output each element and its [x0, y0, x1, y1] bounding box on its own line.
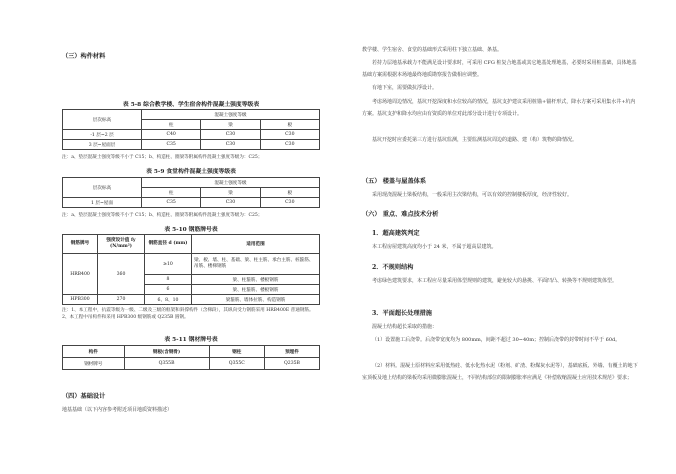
- header-cell: 钢筋牌号: [63, 235, 98, 254]
- header-cell: 梁: [201, 120, 260, 130]
- table-cell: 270: [98, 295, 145, 305]
- table-5-8: [62, 109, 320, 150]
- header-cell: 板: [260, 120, 319, 130]
- paragraph: 本工程房屋建筑高度均小于 24 米，不属于超高层建筑。: [372, 244, 497, 250]
- paragraph: 若持力层地基承载力不能满足设计要求时，可采用 CFG 桩复合地基或其它地基处理地基，必要时采用桩基础，具体地基基础方案需根据本场地最终地质勘察报告做相应调整。: [362, 60, 637, 79]
- paragraph: 教学楼、学生宿舍、食堂的基础形式采用柱下独立基础、条基。: [362, 47, 503, 53]
- table-cell: C30: [260, 140, 319, 150]
- table-5-11: [62, 345, 320, 370]
- table-cell: 1 层~屋面: [63, 198, 142, 208]
- section-title: （六） 重点、难点技术分析: [362, 211, 439, 218]
- paragraph: 有地下室，需要做抗浮设计。: [372, 85, 438, 91]
- table-cell: 钢材牌号: [63, 358, 125, 370]
- header-cell: 混凝土强度等级: [142, 110, 320, 120]
- table-note: 注：1、本工程中，抗震等级为一级、二级及三级的框架和斜撑构件（含梯段），其纵向受力钢筋采用 HRB400E 普通钢筋。2、本工程中吊构件和采用 HPB300 级钢筋或 Q235B 圆钢。: [62, 308, 314, 320]
- subsection-title: 2．不规则结构: [372, 264, 414, 271]
- paragraph: 考虑场地周边情况，基坑开挖深度和水位较高的情况，基坑支护建议采用桩锚+锚杆形式，降水方案可采用集水井+坑内方案。基坑支护和降水均应由有资质的单位对此部分设计进行专项设计。: [362, 99, 636, 118]
- header-cell: 适用范围: [192, 235, 320, 254]
- table-cell: 梁箍筋、墙体拉筋、构造钢筋: [192, 295, 320, 305]
- table-cell: HPB300: [63, 295, 98, 305]
- table-cell: HRB400: [63, 254, 98, 295]
- subsection-title: 1．超高建筑判定: [372, 230, 420, 237]
- table-cell: Q355B: [124, 358, 209, 370]
- table-cell: 梁、柱箍筋、楼板钢筋: [192, 285, 320, 295]
- table-cell: 6: [145, 285, 192, 295]
- table-cell: Q235B: [264, 358, 319, 370]
- paragraph: （1）设置施工后浇带。后浇带宽度均为 800mm，间距不超过 30~40m；控制后浇带的封带时间不早于 60d。: [372, 337, 621, 343]
- table-cell: C30: [201, 198, 260, 208]
- header-cell: 混凝土强度等级: [142, 178, 320, 188]
- paragraph: 考虑绿色建筑要求，本工程应尽量采用体型规则的建筑，避免较大的悬挑、平面凹凸、转换等不规则建筑体型。: [372, 278, 618, 284]
- table-cell: C30: [260, 198, 319, 208]
- table-cell: C35: [142, 140, 201, 150]
- table-caption: 表 5-11 钢材牌号表: [164, 337, 218, 343]
- table-cell: 3 层~屋面层: [63, 140, 142, 150]
- table-cell: 8: [145, 275, 192, 285]
- header-cell: 板: [260, 188, 319, 198]
- paragraph: 混凝土结构超长采取的措施：: [372, 324, 438, 330]
- table-caption: 表 5-8 综合教学楼、学生宿舍构件混凝土强度等级表: [122, 102, 260, 108]
- table-5-9: [62, 177, 320, 208]
- paragraph: 采用现浇混凝土梁板结构，一般采用主次梁结构，可以有效的控制楼板厚度，经济性较好。: [372, 192, 573, 198]
- header-cell: 层次标高: [63, 178, 142, 198]
- table-cell: C40: [142, 130, 201, 140]
- paragraph: （2）材料。混凝土原材料应采用低热硅、低水化热水泥（粉剂、矿渣、粉煤灰水泥等），基础底板、外墙、有覆土的地下室顶板及地上结构的梁板均采用微膨胀混凝土，不同结构部位的限制膨胀率应满足《补偿收缩混凝土应用技术规范》要求；: [362, 363, 638, 382]
- paragraph: 基坑开挖时应委托第三方进行基坑监测，主要监测基坑周边的道路、建（构）筑物的降情况。: [372, 137, 578, 143]
- table-cell: 梁、柱箍筋、楼板钢筋: [192, 275, 320, 285]
- paragraph: 地基基础（以下内容参考附近项目地质资料描述）: [62, 407, 173, 413]
- header-cell: 柱: [142, 120, 201, 130]
- section-title: （三）构件材料: [62, 53, 106, 60]
- table-cell: ≥10: [145, 254, 192, 275]
- table-cell: Q355C: [209, 358, 264, 370]
- table-note: 注：a、垫层混凝土强度等级不小于 C15；b、构造柱、圈梁等附属构件混凝土强度等级为：C25；: [62, 213, 263, 218]
- table-cell: C30: [201, 130, 260, 140]
- header-cell: 层次标高: [63, 110, 142, 130]
- table-caption: 表 5-9 食堂构件混凝土强度等级表: [146, 169, 236, 175]
- table-cell: 梁、板、墙、柱、基础、梁、柱主筋、承台主筋、桩箍筋、吊筋、楼梯钢筋: [192, 254, 320, 275]
- header-cell: 钢板(含钢骨): [124, 346, 209, 358]
- table-5-10: [62, 234, 320, 305]
- header-cell: 梁: [201, 188, 260, 198]
- header-cell: 柱: [142, 188, 201, 198]
- header-cell: 强度设计值 fy (N/mm²): [98, 235, 145, 254]
- table-cell: C35: [142, 198, 201, 208]
- header-cell: 钢筋直径 d (mm): [145, 235, 192, 254]
- header-cell: 构件: [63, 346, 125, 358]
- table-caption: 表 5-10 钢筋牌号表: [164, 227, 218, 233]
- subsection-title: 3．平面超长处理措施: [372, 310, 432, 317]
- table-cell: 360: [98, 254, 145, 295]
- table-note: 注：a、垫层混凝土强度等级不小于 C15；b、构造柱、圈梁等附属构件混凝土强度等级为：C25；: [62, 155, 263, 160]
- section-title: （五） 楼盖与屋盖体系: [362, 178, 427, 185]
- table-cell: -1 层~2 层: [63, 130, 142, 140]
- table-cell: 6、8、10: [145, 295, 192, 305]
- header-cell: 钢柱: [209, 346, 264, 358]
- table-cell: C30: [260, 130, 319, 140]
- header-cell: 预埋件: [264, 346, 319, 358]
- table-cell: C30: [201, 140, 260, 150]
- section-title: （四）基础设计: [62, 393, 106, 400]
